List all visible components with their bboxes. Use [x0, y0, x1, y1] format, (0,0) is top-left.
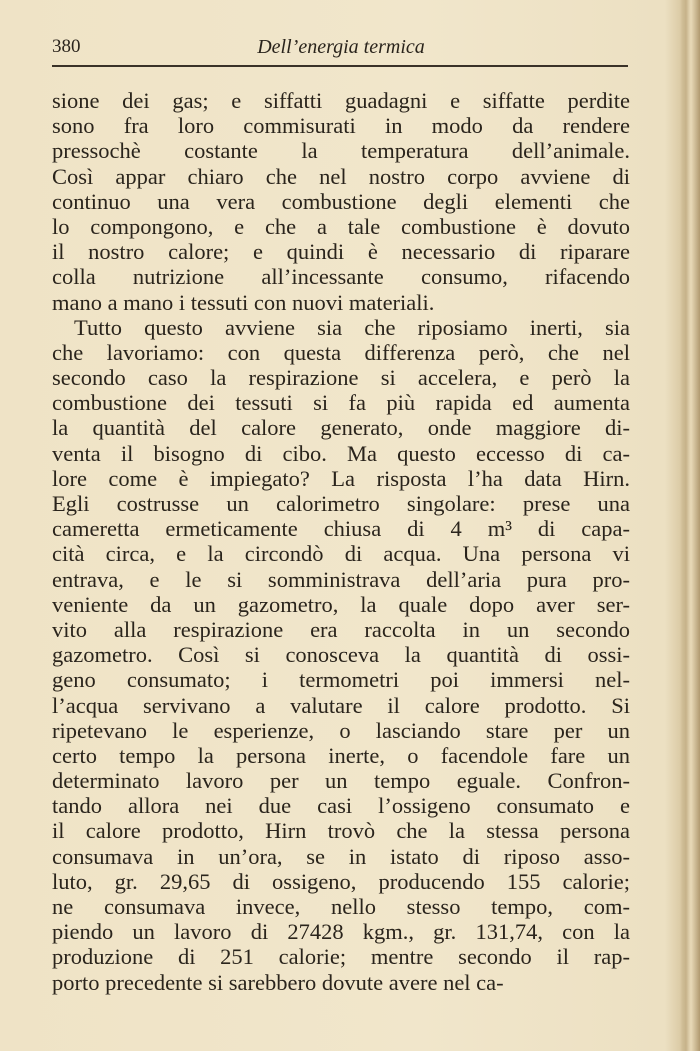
paragraph-1 [52, 88, 630, 315]
body-text [52, 88, 630, 995]
text-line: produzione di 251 calorie; mentre secondo il rap- [52, 944, 630, 970]
text-line: continuo una vera combustione degli elementi che [52, 188, 630, 214]
text-line: certo tempo la persona inerte, o facendole fare un [52, 742, 630, 768]
text-line: geno consumato; i termometri poi immersi nel- [52, 667, 630, 693]
text-line: cità circa, e la circondò di acqua. Una persona vi [52, 541, 630, 567]
paragraph-2 [52, 315, 630, 995]
text-line: lore come è impiegato? La risposta l’ha data Hirn. [52, 465, 630, 491]
text-line: mano a mano i tessuti con nuovi materiali. [52, 289, 435, 315]
text-line: pressochè costante la temperatura dell’animale. [52, 138, 630, 164]
text-line: veniente da un gazometro, la quale dopo aver ser- [52, 591, 630, 617]
text-line: che lavoriamo: con questa differenza però, che nel [52, 339, 630, 365]
page-header [52, 36, 630, 60]
text-line: sono fra loro commisurati in modo da rendere [52, 113, 630, 139]
text-line: consumava in un’ora, se in istato di riposo asso- [52, 843, 630, 869]
text-line: luto, gr. 29,65 di ossigeno, producendo 155 calorie; [52, 868, 630, 894]
text-line: la quantità del calore generato, onde maggiore di- [52, 415, 630, 441]
page-edge [680, 0, 700, 1051]
text-line: gazometro. Così si conosceva la quantità di ossi- [52, 642, 630, 668]
text-line: piendo un lavoro di 27428 kgm., gr. 131,74, con la [52, 919, 630, 945]
running-title: Dell’energia termica [257, 36, 425, 58]
text-line: determinato lavoro per un tempo eguale. Confron- [52, 768, 630, 794]
page-number: 380 [52, 36, 81, 57]
text-line: vito alla respirazione era raccolta in un secondo [52, 616, 630, 642]
text-line: combustione dei tessuti si fa più rapida ed aumenta [52, 390, 630, 416]
text-line: l’acqua servivano a valutare il calore prodotto. Si [52, 692, 630, 718]
text-line: sione dei gas; e siffatti guadagni e siffatte perdite [52, 88, 630, 113]
text-line: porto precedente si sarebbero dovute avere nel ca- [52, 969, 504, 995]
text-line: ripetevano le esperienze, o lasciando stare per un [52, 717, 630, 743]
text-line: Egli costrusse un calorimetro singolare: prese una [52, 491, 630, 516]
text-line: lo compongono, e che a tale combustione è dovuto [52, 213, 630, 239]
text-line: il nostro calore; e quindi è necessario di riparare [52, 239, 630, 265]
text-line: tando allora nei due casi l’ossigeno consumato e [52, 793, 630, 819]
header-rule [52, 65, 628, 67]
text-line: il calore prodotto, Hirn trovò che la stessa persona [52, 818, 630, 844]
text-line: Tutto questo avviene sia che riposiamo inerti, sia [74, 314, 630, 340]
text-line: secondo caso la respirazione si accelera, e però la [52, 365, 630, 391]
text-line: entrava, e le si somministrava dell’aria pura pro- [52, 566, 630, 592]
text-line: ne consumava invece, nello stesso tempo, com- [52, 894, 630, 919]
text-line: colla nutrizione all’incessante consumo, rifacendo [52, 264, 630, 290]
text-line: Così appar chiaro che nel nostro corpo avviene di [52, 163, 630, 189]
text-line: cameretta ermeticamente chiusa di 4 m³ di capa- [52, 516, 630, 542]
text-line: venta il bisogno di cibo. Ma questo eccesso di ca- [52, 440, 630, 466]
